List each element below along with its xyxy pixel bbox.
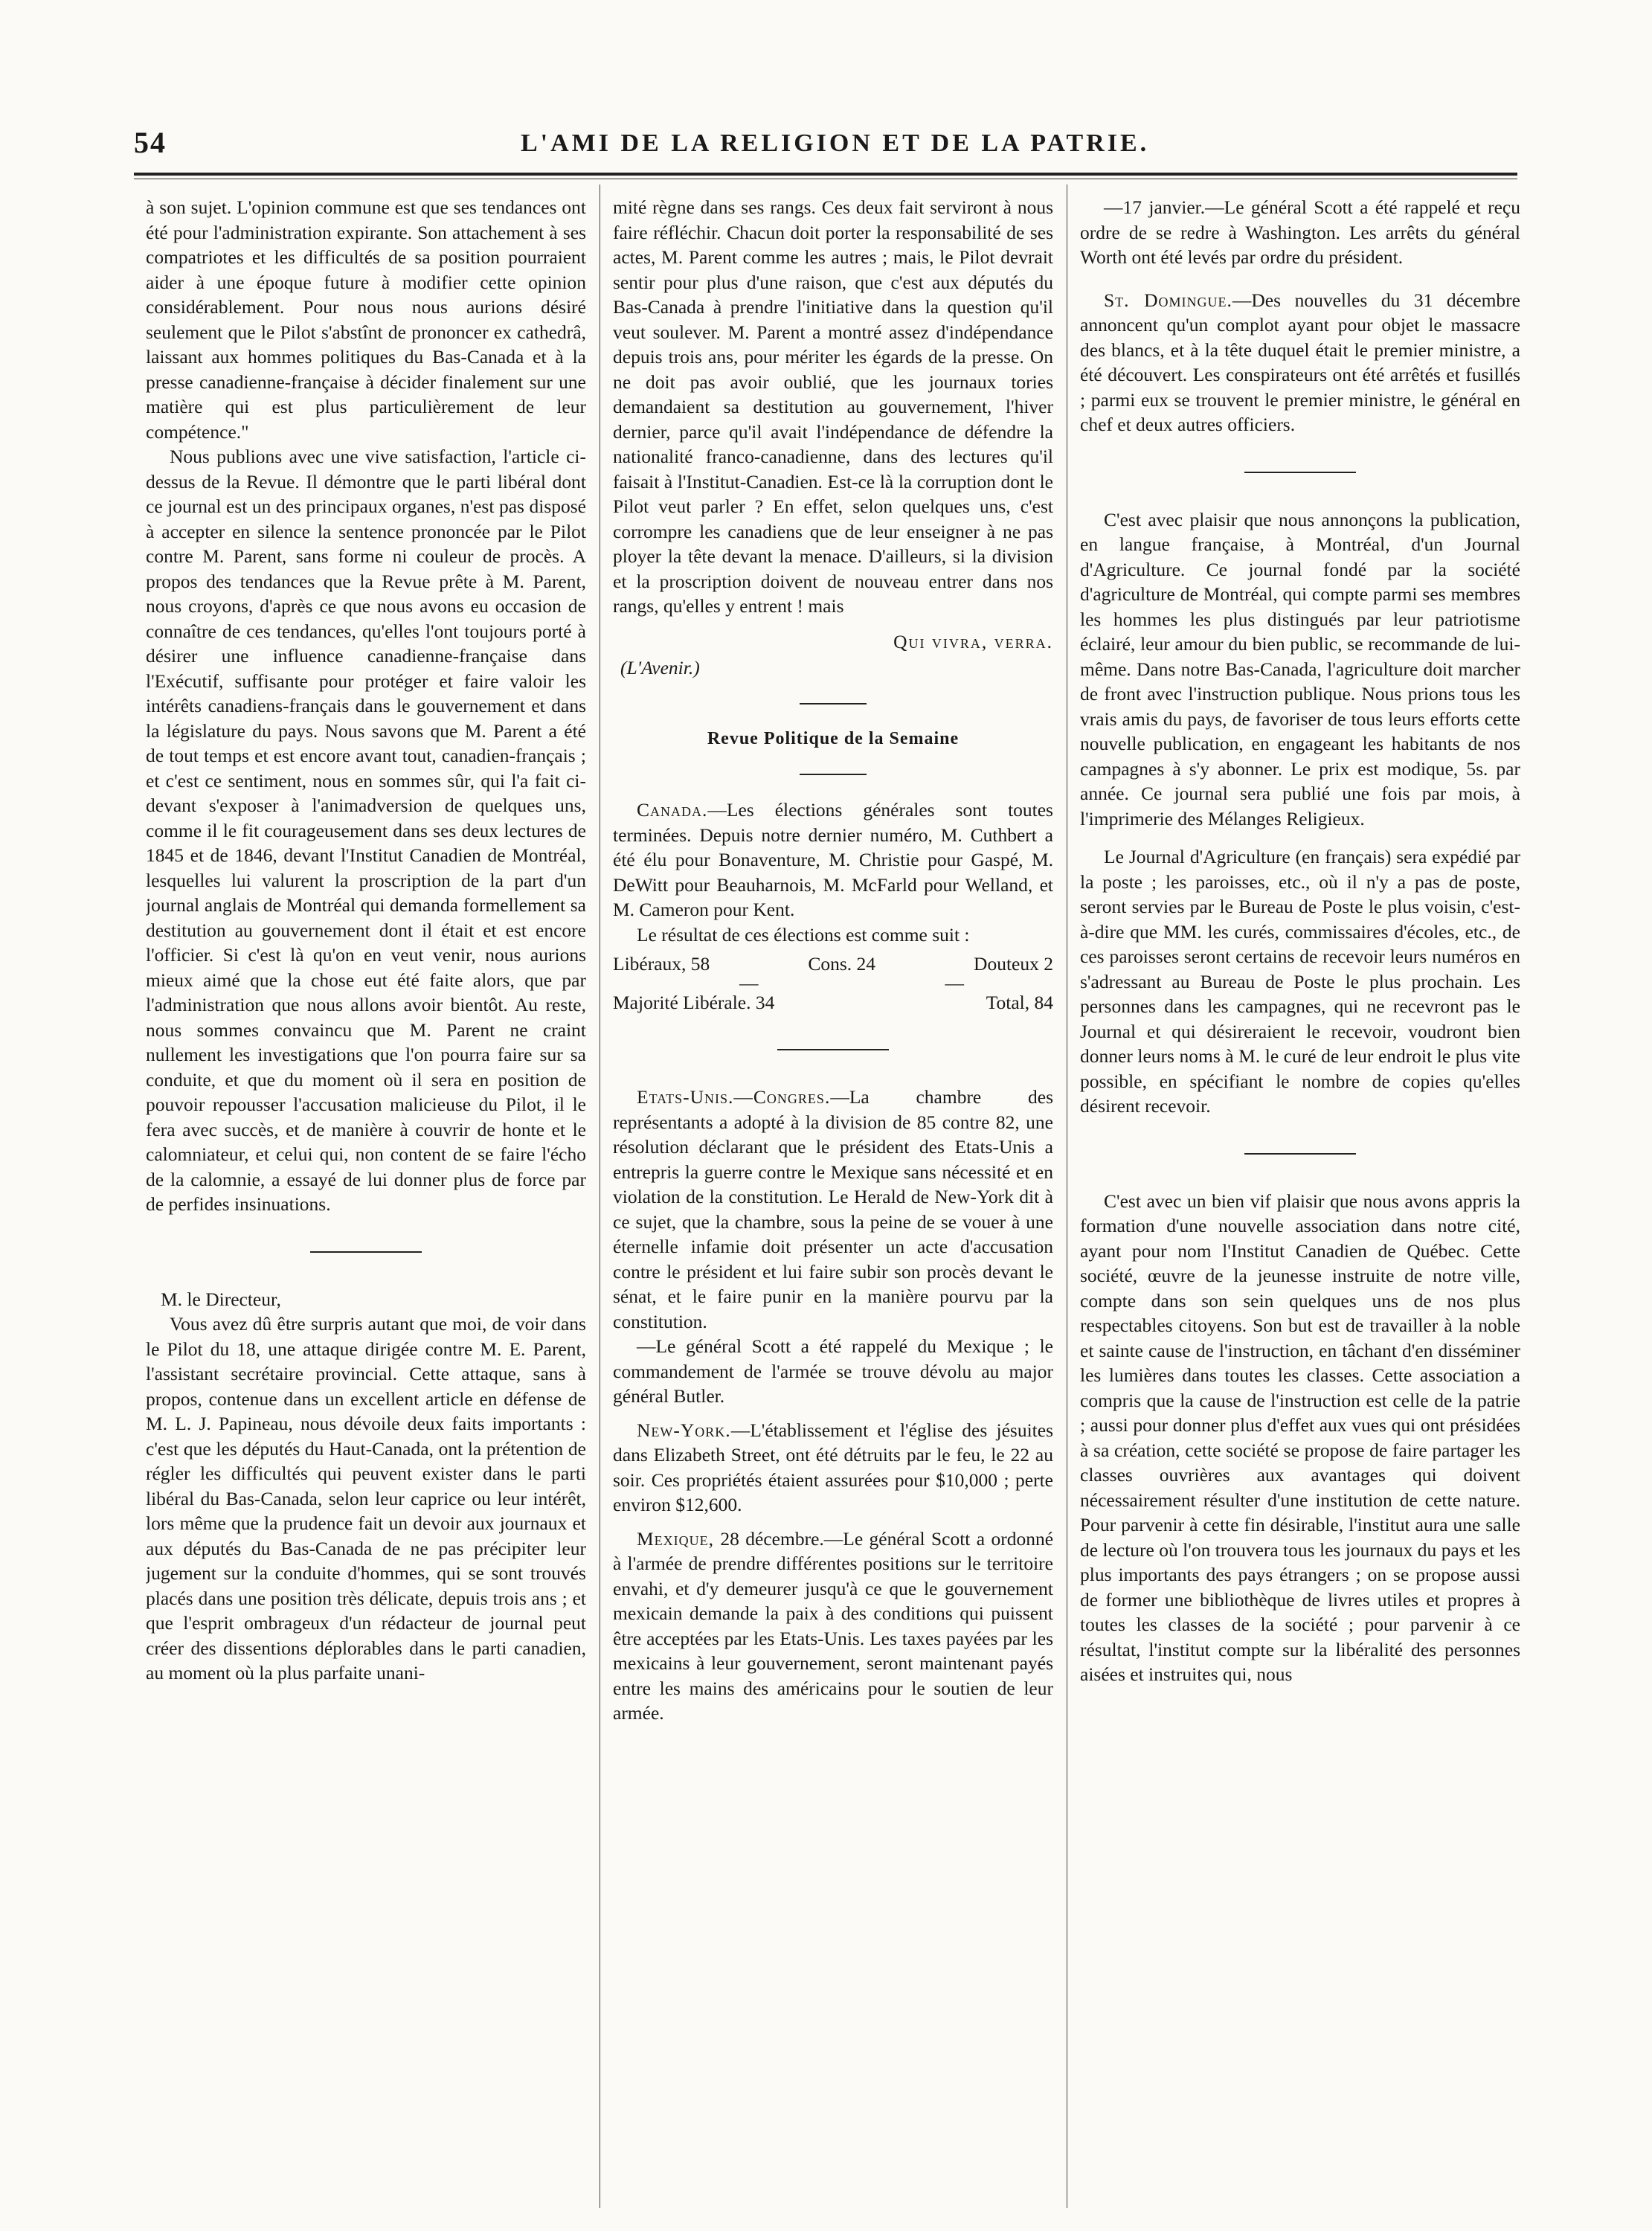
article-paragraph: C'est avec un bien vif plaisir que nous avons appris la formation d'une nouvelle association dans notre cité, ayant pour nom l'Institut Canadien de Québec. Cette société, œuvre de la jeunesse instruite de notre ville, compte dans son sein quelques uns de nos plus respectables citoyens. Son but est de travailler à la noble et sainte cause de l'instruction, en tâchant d'en disséminer les lumières dans toutes les classes. Cette association a compris que la cause de l'instruction est celle de la patrie ; aussi pour donner plus d'effet aux vues qui ont présidées à sa création, cette société se propose de faire partager les classes ouvrières aux avantages qui doivent nécessairement résulter d'une institution de cette nature. Pour parvenir à cette fin désirable, l'institut aura une salle de lecture où l'on trouvera tous les journaux du pays et les plus importants des pays étrangers ; on se propose aussi de former une bibliothèque de livres utiles et propres à toutes les classes de la société ; pour parvenir à ce résultat, l'institut compte sur la libéralité des personnes aisées et instruites qui, nous [1080, 1190, 1520, 1685]
news-text: 28 décembre.—Le général Scott a ordonné à l'armée de prendre différentes positions sur le territoire envahi, et d'y demeurer jusqu'à ce que le gouvernement mexicain demande la paix à des conditions qui puissent être acceptées par les Etats-Unis. Les taxes payées par les mexicains à leur gouvernement, seront maintenant payés entre les mains des américains pour le soutien de leur armée. [613, 1527, 1053, 1724]
article-paragraph: Le Journal d'Agriculture (en français) sera expédié par la poste ; les paroisses, etc., où il n'y a pas de poste, seront servies par le Bureau de Poste le plus voisin, c'est-à-dire que MM. les curés, commissaires d'écoles, etc., de ces paroisses seront certains de recevoir leurs numéros en s'adressant au Bureau de Poste le plus prochain. Les personnes dans les campagnes, qui ne recevront pas le Journal et qui désireraient le recevoir, voudront bien donner leurs noms à M. le curé de leur endroit le plus vite possible, en spécifiant le nombre de copies qu'elles désirent recevoir. [1080, 846, 1520, 1117]
column-2 [613, 195, 1053, 2203]
news-heading: St. Domingue. [1104, 289, 1232, 311]
news-text: —Les élections générales sont toutes terminées. Depuis notre dernier numéro, M. Cuthbert a été élu pour Bonaventure, M. Christie pour Gaspé, M. DeWitt pour Beauharnois, M. McFarld pour Welland, et M. Cameron pour Kent. [613, 799, 1053, 920]
news-text: —L'établissement et l'église des jésuites dans Elizabeth Street, ont été détruits par le feu, le 22 au soir. Ces propriétés étaient assurées pour $10,000 ; perte environ $12,600. [613, 1419, 1053, 1515]
news-text: —Des nouvelles du 31 décembre annoncent qu'un complot ayant pour objet le massacre des blancs, et à la tête duquel était le premier ministre, a été découvert. Les conspirateurs ont été arrêtés et fusillés ; parmi eux se trouvent le premier ministre, le général en chef et deux autres officiers. [1080, 289, 1520, 435]
column-3 [1080, 195, 1520, 2203]
article-paragraph: Nous publions avec une vive satisfaction, l'article ci-dessus de la Revue. Il démontre que le parti libéral dont ce journal est un des principaux organes, n'est pas disposé à accepter en silence la sentence prononcée par le Pilot contre M. Parent, sans forme ni couleur de procès. A propos des tendances que la Revue prête à M. Parent, nous croyons, d'après ce que nous avons eu occasion de connaître de ces tendances, qu'elles l'ont toujours porté à désirer une influence canadienne-française dans l'Exécutif, suffisante pour protéger et faire valoir les intérêts canadiens-français dans le gouvernement et dans la législature du pays. Nous savons que M. Parent a été de tout temps et est encore avant tout, canadien-français ; et c'est ce sentiment, nous en sommes sûr, qui l'a fait ci-devant s'exposer à l'animadversion de quelques uns, comme il le fit courageusement dans ses deux lectures de 1845 et de 1846, devant l'Institut Canadien de Montréal, lesquelles lui valurent la proscription de la part d'un journal anglais de Montréal qui demanda formellement sa destitution au gouvernement dont il était et est encore l'officier. Si c'est là qu'on en veut venir, nous aurions mieux aimé que la chose eut été faite alors, que par l'administration que nous allons avoir bientôt. Au reste, nous sommes convaincu que M. Parent ne craint nullement les investigations que l'on pourra faire sur sa conduite, et que du moment où il sera en position de pouvoir repousser l'accusation malicieuse du Pilot, il le fera avec succès, et de manière à couvrir de honte et le calomniateur, et celui qui, non content de se faire l'écho de la calomnie, a essayé de lui donner plus de force par de perfides insinuations. [146, 446, 586, 1215]
result-total: Total, 84 [986, 991, 1053, 1013]
letter-greeting: M. le Directeur, [161, 1288, 281, 1310]
news-heading: Canada. [637, 799, 708, 821]
article-paragraph: C'est avec plaisir que nous annonçons la publication, en langue française, à Montréal, d'un Journal d'Agriculture. Ce journal fondé par la société d'agriculture de Montréal, qui compte parmi ses membres les hommes les plus distingués par leur patriotisme éclairé, leur amour du bien public, se recommande de lui-même. Dans notre Bas-Canada, l'agriculture doit marcher de front avec l'instruction publique. Nous prions tous les vrais amis du pays, de favoriser de tous leurs efforts cette nouvelle publication, en engageant les habitants de nos campagnes à s'y abonner. Le prix est modique, 5s. par année. Ce journal sera publié une fois par mois, à l'imprimerie des Mélanges Religieux. [1080, 508, 1520, 829]
page-number: 54 [134, 126, 167, 159]
result-cons: Cons. 24 [808, 953, 876, 975]
separator-rule [310, 1251, 422, 1253]
news-heading: Etats-Unis.—Congres. [637, 1086, 831, 1108]
article-paragraph: Vous avez dû être surpris autant que moi, de voir dans le Pilot du 18, une attaque dirigée contre M. E. Parent, l'assistant secrétaire provincial. Cette attaque, sans à propos, contenue dans un excellent article en défense de M. L. J. Papineau, nous dévoile deux faits importants : c'est que les députés du Haut-Canada, ont la prétention de régler les difficultés qui peuvent exister dans le parti libéral du Bas-Canada, selon leur caprice ou leur intérêt, lors même que la prudence fait un devoir aux journaux et aux députés du Bas-Canada de ne pas précipiter leur jugement sur la conduite d'hommes, qui se sont trouvés placés dans une position très délicate, depuis trois ans ; et que l'esprit ombrageux d'un rédacteur de journal peut créer des dissentions déplorables dans le parti canadien, au moment où la plus parfaite unani- [146, 1313, 586, 1683]
separator-rule [1244, 1153, 1356, 1155]
news-text: —Le général Scott a été rappelé du Mexique ; le commandement de l'armée se trouve dévolu au major général Butler. [613, 1335, 1053, 1407]
result-douteux: Douteux 2 [974, 953, 1053, 975]
election-results: Libéraux, 58 Cons. 24 Douteux 2 — — Majorité Libérale. 34 Total, 84 [613, 951, 1053, 1015]
news-text: —La chambre des représentants a adopté à la division de 85 contre 82, une résolution déclarant que le président des Etats-Unis a entrepris la guerre contre le Mexique sans nécessité et en violation de la constitution. Le Herald de New-York dit à ce sujet, que la chambre, sous la peine de se vouer à une éternelle infamie doit présenter un acte d'accusation contre le président et lui faire subir son procès devant le sénat, et le faire punir en la manière pourvu par la constitution. [613, 1086, 1053, 1332]
page-header [134, 125, 1517, 167]
result-liberaux: Libéraux, 58 [613, 953, 710, 975]
separator-rule [800, 703, 867, 704]
source-attribution: (L'Avenir.) [620, 657, 700, 678]
news-heading: Mexique, [637, 1527, 715, 1550]
separator-rule [1244, 472, 1356, 473]
running-title: L'AMI DE LA RELIGION ET DE LA PATRIE. [521, 129, 1150, 157]
separator-rule [800, 774, 867, 775]
result-majorite: Majorité Libérale. 34 [613, 991, 775, 1013]
header-rule [134, 173, 1517, 176]
news-text: —17 janvier.—Le général Scott a été rappelé et reçu ordre de se redre à Washington. Les arrêts du général Worth ont été levés par ordre du président. [1080, 196, 1520, 268]
separator-rule [777, 1049, 889, 1050]
article-paragraph: à son sujet. L'opinion commune est que ses tendances ont été pour l'administration expirante. Son attachement à ses compatriotes et les difficultés de sa position pourraient aider à une époque future à modifier cette opinion considérablement. Pour nous nous aurions désiré seulement que le Pilot s'abstînt de prononcer ex cathedrâ, laissant aux hommes politiques du Bas-Canada et à la presse canadienne-française à décider finalement sur une matière qui est plus particulièrement de leur compétence." [146, 196, 586, 443]
article-paragraph: mité règne dans ses rangs. Ces deux fait serviront à nous faire réfléchir. Chacun doit porter la responsabilité de ses actes, M. Parent comme les autres ; mais, le Pilot devrait sentir pour plus d'une raison, que c'est aux députés du Bas-Canada à prendre l'initiative dans la question qu'il veut soulever. M. Parent a montré assez d'indépendance depuis trois ans, pour mériter les égards de la presse. On ne doit pas avoir oublié, que les journaux tories demandaient sa destitution au gouvernement, l'hiver dernier, parce qu'il avait l'indépendance de défendre la nationalité franco-canadienne, dans des lectures qu'il faisait à l'Institut-Canadien. Est-ce là la corruption dont le Pilot veut parler ? En effet, selon quelques uns, c'est corrompre les canadiens que de leur enseigner à ne pas ployer la tête devant la menace. D'ailleurs, si la division et la proscription doivent de nouveau entrer dans nos rangs, qu'elles y entrent ! mais [613, 196, 1053, 617]
column-1 [146, 195, 586, 2203]
motto: Qui vivra, verra. [893, 630, 1053, 652]
section-title: Revue Politique de la Semaine [707, 728, 960, 748]
news-heading: New-York. [637, 1419, 731, 1441]
results-intro: Le résultat de ces élections est comme suit : [637, 923, 970, 946]
